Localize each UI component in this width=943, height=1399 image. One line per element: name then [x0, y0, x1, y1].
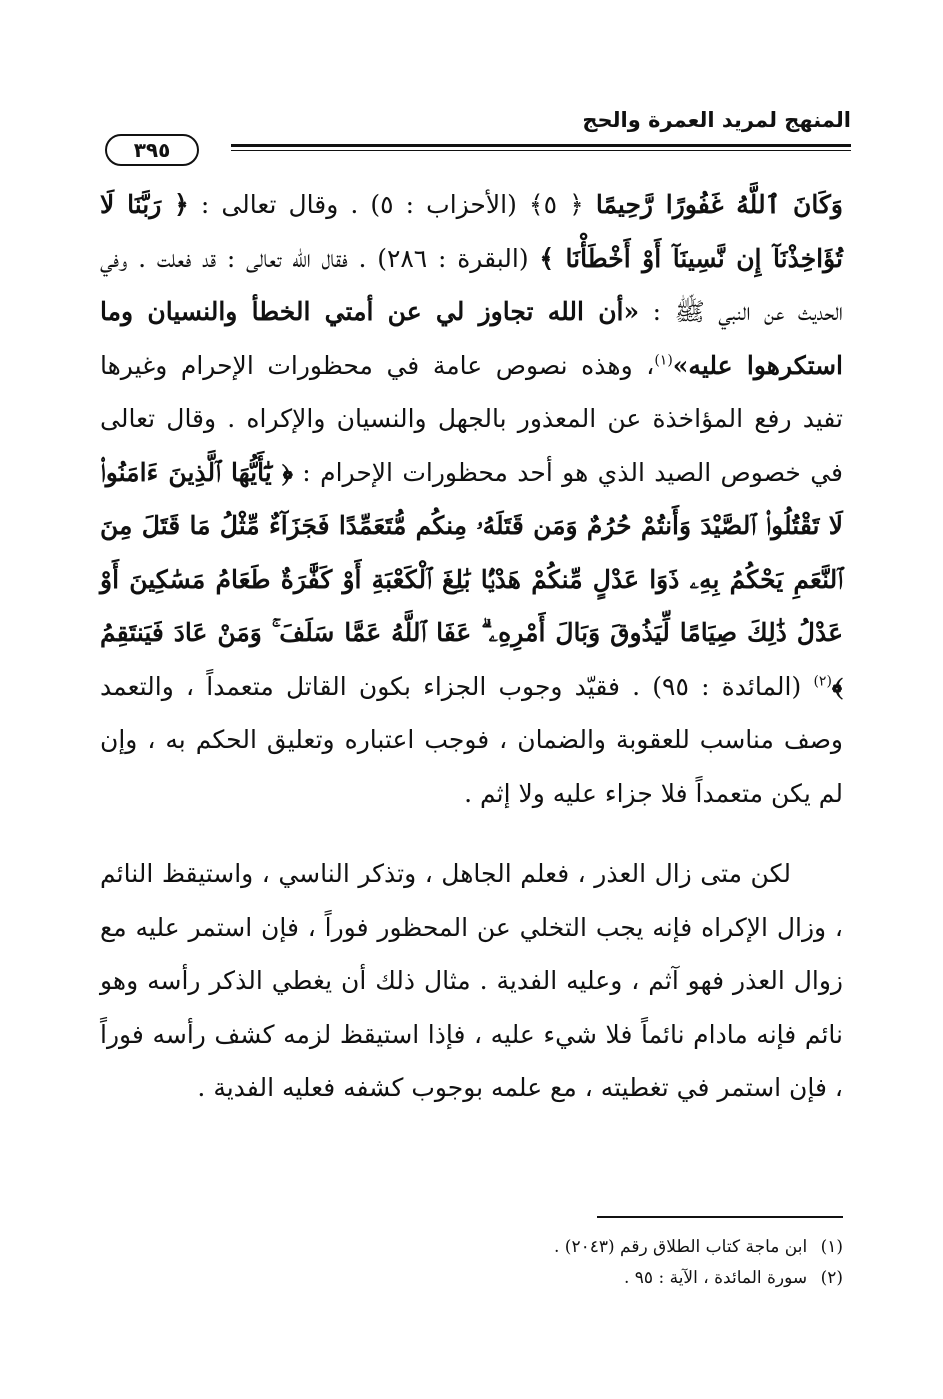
citation: ﴿ ٥﴾ (الأحزاب : ٥) . وقال تعالى :	[200, 190, 584, 219]
body-sentence: ، وهذه نصوص عامة في محظورات الإحرام وغيرها تفيد رفع المؤاخذة عن المعذور بالجهل والنسيان والإكراه . وقال تعالى في خصوص الصيد الذي هو أحد محظورات الإحرام :	[100, 350, 843, 487]
running-title: المنهج لمريد العمرة والحج	[582, 108, 851, 132]
footnote-separator	[597, 1216, 843, 1218]
page-header	[91, 108, 851, 168]
body-sentence: (البقرة : ٢٨٦) . فقال الله تعالى : قد فعلت . وفي الحديث عن النبي ﷺ :	[100, 243, 843, 326]
footnote-ref[interactable]: (٢)	[813, 673, 832, 690]
footnote-item	[100, 1232, 843, 1263]
page-number: ٣٩٥	[105, 134, 199, 166]
quran-verse: ﴿ يَٰٓأَيُّهَا ٱلَّذِينَ ءَامَنُوا۟ لَا تَقْتُلُوا۟ ٱلصَّيْدَ وَأَنتُمْ حُرُمٌ وَمَن قَتَلَهُۥ مِنكُم مُّتَعَمِّدًا فَجَزَآءٌ مِّثْلُ مَا قَتَلَ مِنَ ٱلنَّعَمِ يَحْكُمُ بِهِۦ ذَوَا عَدْلٍ مِّنكُمْ هَدْيًۢا بَٰلِغَ ٱلْكَعْبَةِ أَوْ كَفَّٰرَةٌ طَعَامُ مَسَٰكِينَ أَوْ عَدْلُ ذَٰلِكَ صِيَامًا لِّيَذُوقَ وَبَالَ أَمْرِهِۦ ۗ عَفَا ٱللَّهُ عَمَّا سَلَفَ ۚ وَمَنْ عَادَ فَيَنتَقِمُ ﴾	[100, 457, 843, 701]
quran-verse: وَكَانَ ٱللَّهُ غَفُورًا رَّحِيمًا	[595, 190, 844, 219]
footnote-marker: (٢)	[820, 1268, 843, 1288]
paragraph-1	[100, 178, 843, 820]
quran-verse: ﴿ رَبَّنَا لَا تُؤَاخِذْنَآ إِن نَّسِينَآ أَوْ أَخْطَأْنَا ﴾	[100, 190, 843, 273]
footnote-text: سورة المائدة ، الآية : ٩٥ .	[623, 1268, 808, 1288]
footnote-item	[100, 1263, 843, 1294]
hadith-quote: «أن الله تجاوز لي عن أمتي الخطأ والنسيان وما استكرهوا عليه»	[100, 297, 844, 380]
body-sentence: (المائدة : ٩٥) . فقيّد وجوب الجزاء بكون القاتل متعمداً ، والتعمد وصف مناسب للعقوبة والضمان ، فوجب اعتباره وتعليق الحكم به ، وإن لم يكن متعمداً فلا جزاء عليه ولا إثم .	[100, 671, 843, 808]
footnote-marker: (١)	[820, 1237, 843, 1257]
footnote-ref[interactable]: (١)	[654, 352, 673, 369]
footnotes	[100, 1232, 843, 1294]
main-text	[100, 178, 843, 1115]
footnote-text: ابن ماجة كتاب الطلاق رقم (٢٠٤٣) .	[553, 1237, 808, 1257]
header-rule	[231, 144, 851, 147]
header-rule-thin	[231, 150, 851, 151]
paragraph-2: لكن متى زال العذر ، فعلم الجاهل ، وتذكر الناسي ، واستيقظ النائم ، وزال الإكراه فإنه يجب التخلي عن المحظور فوراً ، فإن استمر عليه مع زوال العذر فهو آثم ، وعليه الفدية . مثال ذلك أن يغطي الذكر رأسه وهو نائم فإنه مادام نائماً فلا شيء عليه ، فإذا استيقظ لزمه كشف رأسه فوراً ، فإن استمر في تغطيته ، مع علمه بوجوب كشفه فعليه الفدية .	[100, 859, 843, 1102]
